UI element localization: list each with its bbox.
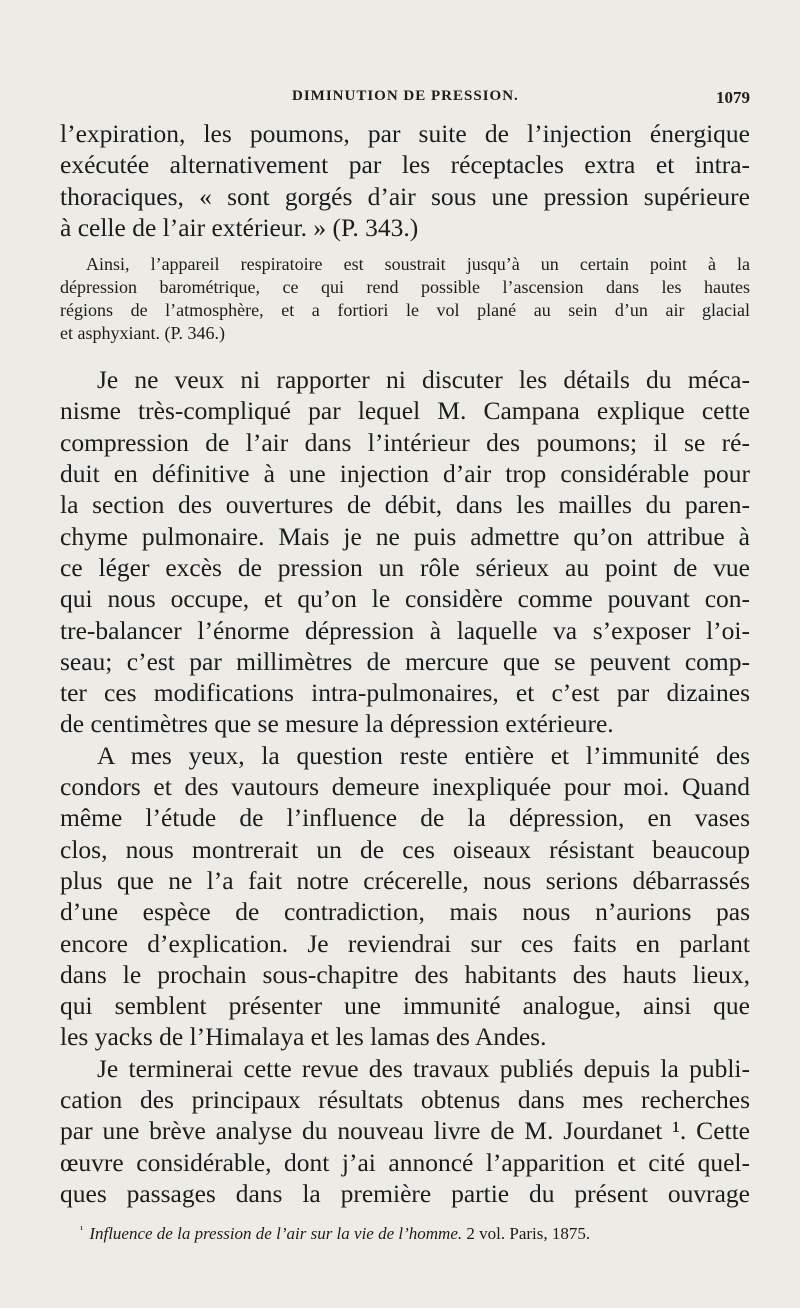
page-header xyxy=(60,88,750,112)
paragraph-4 xyxy=(60,1053,750,1209)
text-line: chyme pulmonaire. Mais je ne puis admettre qu’on attribue à xyxy=(60,521,750,551)
text-line: l’expiration, les poumons, par suite de l’injection énergique xyxy=(60,119,750,148)
paragraph-3 xyxy=(60,740,750,1053)
text-line: qui nous occupe, et qu’on le considère comme pouvant con- xyxy=(60,584,750,614)
text-line: par une brève analyse du nouveau livre de M. Jourdanet ¹. Cette xyxy=(60,1116,750,1146)
text-line: nisme très-compliqué par lequel M. Campana explique cette xyxy=(60,396,750,426)
quote-line: dépression barométrique, ce qui rend possible l’ascension dans les hautes xyxy=(60,277,750,298)
body-text xyxy=(60,118,750,1209)
text-line: œuvre considérable, dont j’ai annoncé l’apparition et cité quel- xyxy=(60,1147,750,1177)
text-line: Je terminerai cette revue des travaux publiés depuis la publi- xyxy=(97,1053,750,1083)
text-line: tre-balancer l’énorme dépression à laquelle va s’exposer l’oi- xyxy=(60,615,750,645)
footnote xyxy=(80,1224,700,1244)
text-line: encore d’explication. Je reviendrai sur ces faits en parlant xyxy=(60,928,750,958)
paragraph-1 xyxy=(60,118,750,243)
text-line: ce léger excès de pression un rôle sérieux au point de vue xyxy=(60,552,750,582)
text-line: ter ces modifications intra-pulmonaires, et c’est par dizaines xyxy=(60,678,750,708)
text-line: d’une espèce de contradiction, mais nous n’aurions pas xyxy=(60,897,750,927)
footnote-details: 2 vol. Paris, 1875. xyxy=(466,1224,591,1243)
text-line: à celle de l’air extérieur. » (P. 343.) xyxy=(60,212,419,242)
text-line: même l’étude de l’influence de la dépression, en vases xyxy=(60,803,750,833)
text-line: la section des ouvertures de débit, dans les mailles du paren- xyxy=(60,490,750,520)
text-line: plus que ne l’a fait notre crécerelle, nous serions débarrassés xyxy=(60,865,750,895)
quote-line: Ainsi, l’appareil respiratoire est soustrait jusqu’à un certain point à la xyxy=(86,254,750,275)
text-line: duit en définitive à une injection d’air trop considérable pour xyxy=(60,459,750,489)
quote-line: et asphyxiant. (P. 346.) xyxy=(60,323,225,344)
text-line: compression de l’air dans l’intérieur des poumons; il se ré- xyxy=(60,427,750,457)
footnote-title: Influence de la pression de l’air sur la vie de l’homme. xyxy=(89,1224,463,1243)
text-line: dans le prochain sous-chapitre des habitants des hauts lieux, xyxy=(60,959,750,989)
page-number: 1079 xyxy=(716,88,750,107)
footnote-mark: ¹ xyxy=(80,1224,84,1236)
text-line: les yacks de l’Himalaya et les lamas des Andes. xyxy=(60,1022,547,1052)
text-line: seau; c’est par millimètres de mercure que se peuvent comp- xyxy=(60,646,750,676)
text-line: exécutée alternativement par les réceptacles extra et intra- xyxy=(60,150,750,180)
block-quote xyxy=(60,253,750,345)
text-line: qui semblent présenter une immunité analogue, ainsi que xyxy=(60,991,750,1021)
text-line: ques passages dans la première partie du présent ouvrage xyxy=(60,1178,750,1208)
text-line: condors et des vautours demeure inexpliquée pour moi. Quand xyxy=(60,772,750,802)
text-line: Je ne veux ni rapporter ni discuter les détails du méca- xyxy=(97,365,750,395)
text-line: clos, nous montrerait un de ces oiseaux résistant beaucoup xyxy=(60,834,750,864)
text-line: de centimètres que se mesure la dépression extérieure. xyxy=(60,709,614,739)
text-line: A mes yeux, la question reste entière et l’immunité des xyxy=(97,740,750,770)
quote-line: régions de l’atmosphère, et a fortiori le vol plané au sein d’un air glacial xyxy=(60,300,750,321)
text-line: thoraciques, « sont gorgés d’air sous une pression supérieure xyxy=(60,181,750,211)
running-title: DIMINUTION DE PRESSION. xyxy=(292,88,519,104)
text-line: cation des principaux résultats obtenus dans mes recherches xyxy=(60,1085,750,1115)
paragraph-2 xyxy=(60,364,750,740)
